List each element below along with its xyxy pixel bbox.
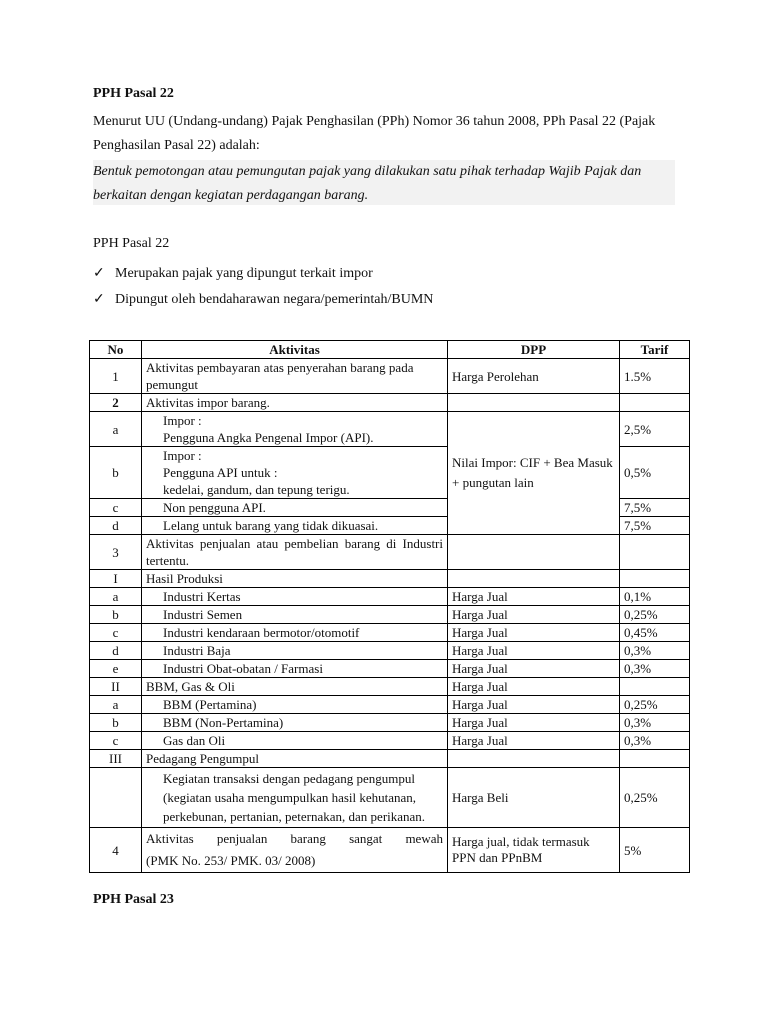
table-row <box>90 624 690 642</box>
cell-aktivitas: Industri Semen <box>142 606 448 624</box>
cell-aktivitas: BBM (Pertamina) <box>142 696 448 714</box>
cell-no: c <box>90 499 142 517</box>
cell-tarif: 0,3% <box>620 660 690 678</box>
definition-quote: Bentuk pemotongan atau pemungutan pajak yang dilakukan satu pihak terhadap Wajib Pajak dan berkaitan dengan kegiatan perdagangan barang. <box>93 160 675 205</box>
table-row <box>90 660 690 678</box>
header-dpp: DPP <box>448 341 620 359</box>
cell-aktivitas: Non pengguna API. <box>142 499 448 517</box>
cell-dpp: Nilai Impor: CIF + Bea Masuk + pungutan lain <box>448 412 620 535</box>
cell-dpp: Harga Jual <box>448 642 620 660</box>
cell-tarif: 7,5% <box>620 517 690 535</box>
cell-tarif <box>620 394 690 412</box>
cell-tarif: 5% <box>620 828 690 873</box>
cell-no: d <box>90 517 142 535</box>
cell-no: a <box>90 588 142 606</box>
table-row <box>90 732 690 750</box>
cell-aktivitas: Pedagang Pengumpul <box>142 750 448 768</box>
cell-tarif: 2,5% <box>620 412 690 447</box>
cell-tarif <box>620 678 690 696</box>
page-title: PPH Pasal 22 <box>93 86 174 101</box>
cell-no: c <box>90 732 142 750</box>
table-row <box>90 678 690 696</box>
cell-line: Pengguna API untuk : <box>163 465 278 480</box>
cell-no: d <box>90 642 142 660</box>
table-row <box>90 750 690 768</box>
cell-no: e <box>90 660 142 678</box>
cell-line: Aktivitas penjualan barang sangat mewah <box>146 831 443 846</box>
cell-dpp: Harga Jual <box>448 696 620 714</box>
next-section-title: PPH Pasal 23 <box>93 892 174 907</box>
tariff-table <box>89 340 690 873</box>
cell-dpp: Harga Jual <box>448 732 620 750</box>
cell-no: 4 <box>90 828 142 873</box>
cell-tarif: 0,1% <box>620 588 690 606</box>
cell-dpp: Harga Beli <box>448 768 620 828</box>
cell-tarif: 0,25% <box>620 696 690 714</box>
cell-aktivitas: Industri Kertas <box>142 588 448 606</box>
intro-paragraph: Menurut UU (Undang-undang) Pajak Penghasilan (PPh) Nomor 36 tahun 2008, PPh Pasal 22 (Pajak Penghasilan Pasal 22) adalah: <box>93 114 656 153</box>
cell-aktivitas: Hasil Produksi <box>142 570 448 588</box>
cell-no: c <box>90 624 142 642</box>
cell-tarif <box>620 750 690 768</box>
cell-dpp: Harga Jual <box>448 588 620 606</box>
cell-no: a <box>90 696 142 714</box>
cell-line: kedelai, gandum, dan tepung terigu. <box>163 482 350 497</box>
cell-aktivitas: Lelang untuk barang yang tidak dikuasai. <box>142 517 448 535</box>
cell-aktivitas <box>142 412 448 447</box>
table-row <box>90 768 690 828</box>
header-tarif: Tarif <box>620 341 690 359</box>
check-item-label: Dipungut oleh bendaharawan negara/pemerintah/BUMN <box>115 292 434 307</box>
check-icon: ✓ <box>93 266 105 281</box>
cell-no: 1 <box>90 359 142 394</box>
cell-dpp: Harga Jual <box>448 624 620 642</box>
cell-tarif: 0,45% <box>620 624 690 642</box>
cell-aktivitas <box>142 828 448 873</box>
cell-dpp: Harga Perolehan <box>448 359 620 394</box>
cell-aktivitas: Industri Obat-obatan / Farmasi <box>142 660 448 678</box>
table-row <box>90 606 690 624</box>
cell-dpp: Harga Jual <box>448 606 620 624</box>
cell-tarif <box>620 535 690 570</box>
cell-tarif: 0,5% <box>620 447 690 499</box>
cell-no: b <box>90 606 142 624</box>
cell-aktivitas: Aktivitas pembayaran atas penyerahan barang pada pemungut <box>142 359 448 394</box>
cell-no: b <box>90 714 142 732</box>
cell-aktivitas: BBM, Gas & Oli <box>142 678 448 696</box>
cell-tarif: 0,3% <box>620 714 690 732</box>
cell-dpp: Harga jual, tidak termasuk PPN dan PPnBM <box>448 828 620 873</box>
cell-no: 2 <box>90 394 142 412</box>
table-row <box>90 359 690 394</box>
check-item <box>93 261 433 287</box>
check-item-label: Merupakan pajak yang dipungut terkait impor <box>115 266 373 281</box>
table-row <box>90 714 690 732</box>
table-row <box>90 642 690 660</box>
cell-no: III <box>90 750 142 768</box>
cell-line: Impor : <box>163 413 202 428</box>
table-row <box>90 412 690 447</box>
cell-dpp: Harga Jual <box>448 660 620 678</box>
check-item <box>93 287 433 313</box>
cell-aktivitas: Aktivitas impor barang. <box>142 394 448 412</box>
table-row <box>90 394 690 412</box>
cell-tarif: 0,3% <box>620 732 690 750</box>
cell-line: Impor : <box>163 448 202 463</box>
cell-tarif <box>620 570 690 588</box>
cell-dpp: Harga Jual <box>448 678 620 696</box>
table-header-row <box>90 341 690 359</box>
cell-dpp: Harga Jual <box>448 714 620 732</box>
cell-no: II <box>90 678 142 696</box>
table-row <box>90 588 690 606</box>
table-row <box>90 828 690 873</box>
table-row <box>90 570 690 588</box>
cell-aktivitas: BBM (Non-Pertamina) <box>142 714 448 732</box>
cell-tarif: 0,3% <box>620 642 690 660</box>
cell-no: I <box>90 570 142 588</box>
check-list <box>93 261 433 313</box>
header-no: No <box>90 341 142 359</box>
cell-dpp <box>448 570 620 588</box>
table-row <box>90 696 690 714</box>
table-row <box>90 535 690 570</box>
cell-tarif: 1.5% <box>620 359 690 394</box>
cell-aktivitas: Aktivitas penjualan atau pembelian barang di Industri tertentu. <box>142 535 448 570</box>
cell-aktivitas: Industri Baja <box>142 642 448 660</box>
cell-no <box>90 768 142 828</box>
cell-line: Pengguna Angka Pengenal Impor (API). <box>163 430 374 445</box>
check-icon: ✓ <box>93 292 105 307</box>
cell-no: b <box>90 447 142 499</box>
header-aktivitas: Aktivitas <box>142 341 448 359</box>
cell-aktivitas: Kegiatan transaksi dengan pedagang pengumpul (kegiatan usaha mengumpulkan hasil kehutanan, perkebunan, pertanian, peternakan, dan perikanan. <box>142 768 448 828</box>
cell-aktivitas <box>142 447 448 499</box>
cell-tarif: 7,5% <box>620 499 690 517</box>
cell-dpp <box>448 535 620 570</box>
cell-no: a <box>90 412 142 447</box>
cell-no: 3 <box>90 535 142 570</box>
cell-aktivitas: Industri kendaraan bermotor/otomotif <box>142 624 448 642</box>
cell-dpp <box>448 394 620 412</box>
cell-line: (PMK No. 253/ PMK. 03/ 2008) <box>146 853 316 868</box>
cell-aktivitas: Gas dan Oli <box>142 732 448 750</box>
section-subtitle: PPH Pasal 22 <box>93 236 170 251</box>
cell-dpp <box>448 750 620 768</box>
cell-tarif: 0,25% <box>620 768 690 828</box>
cell-tarif: 0,25% <box>620 606 690 624</box>
